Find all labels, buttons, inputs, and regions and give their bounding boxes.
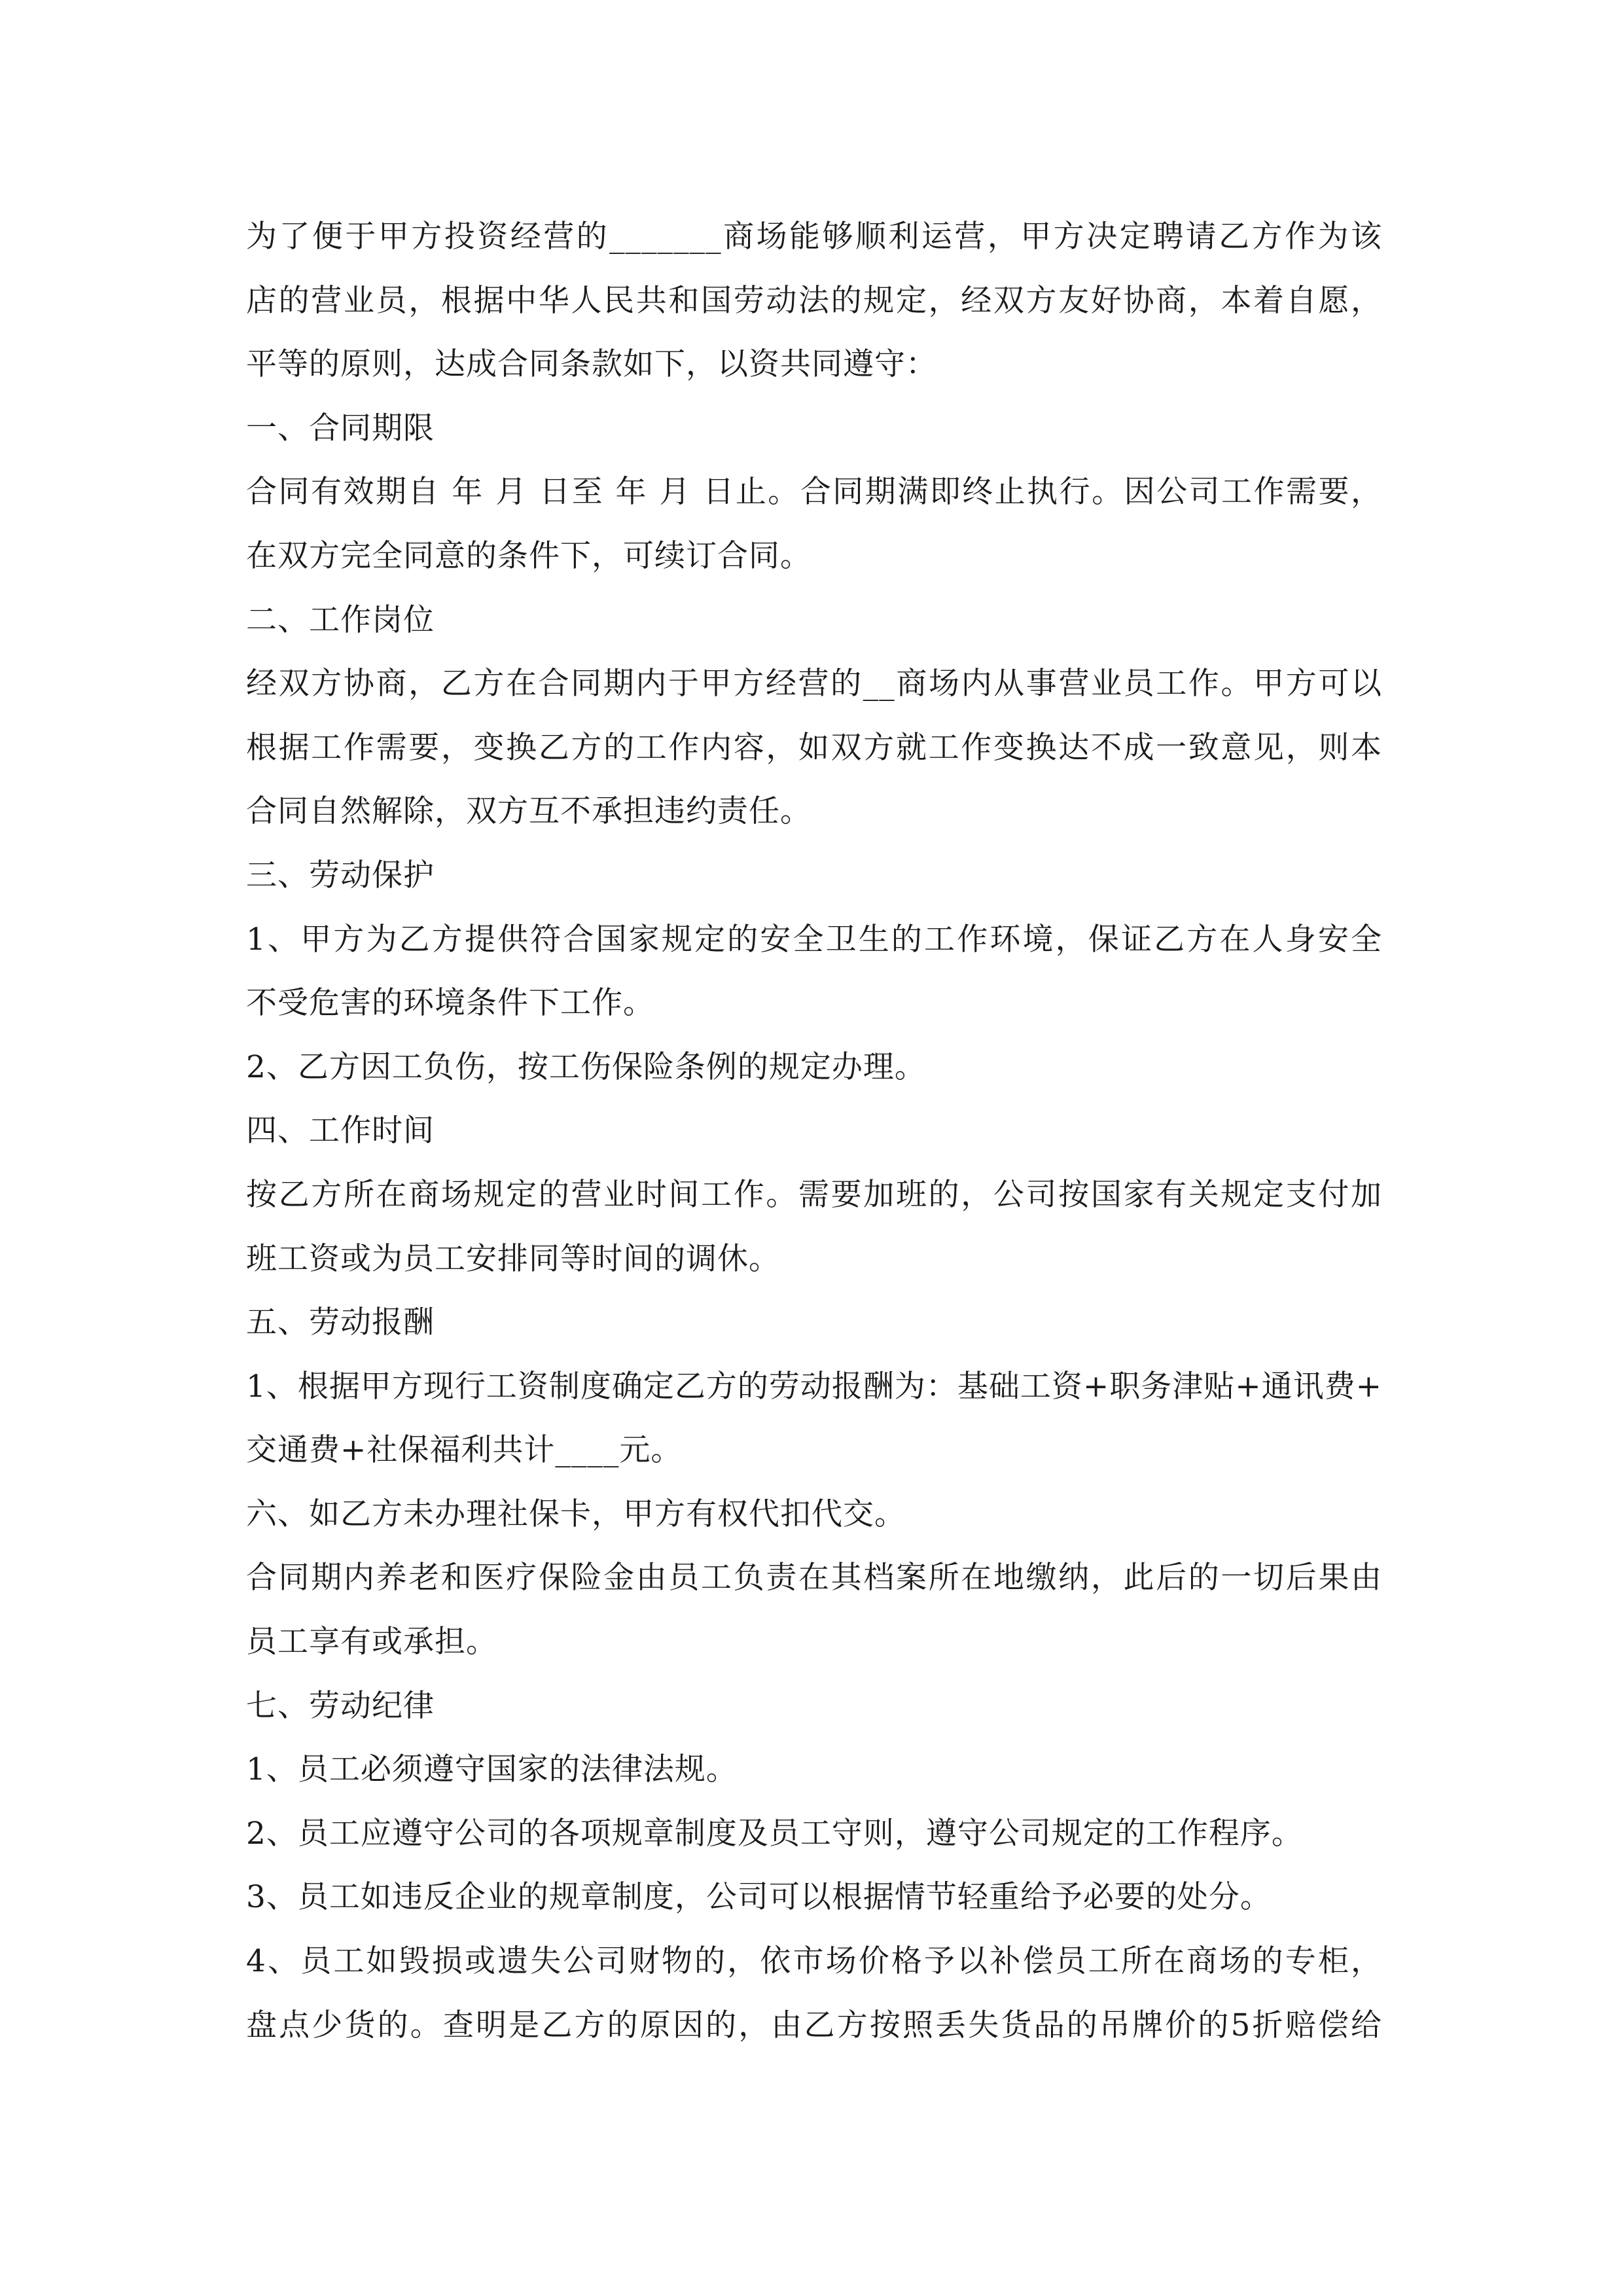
paragraph-line-20: 交通费+社保福利共计____元。 xyxy=(246,1432,683,1469)
paragraph-line-17: 班工资或为员工安排同等时间的调休。 xyxy=(246,1240,780,1277)
paragraph-line-9: 根据工作需要，变换乙方的工作内容，如双方就工作变换达不成一致意见，则本 xyxy=(246,729,1382,766)
paragraph-line-19: 1、根据甲方现行工资制度确定乙方的劳动报酬为：基础工资+职务津贴+通讯费+ xyxy=(246,1368,1383,1405)
paragraph-line-3: 平等的原则，达成合同条款如下，以资共同遵守： xyxy=(246,346,937,383)
section-heading-5: 五、劳动报酬 xyxy=(246,1304,435,1341)
paragraph-line-13: 不受危害的环境条件下工作。 xyxy=(246,985,654,1022)
section-heading-1: 一、合同期限 xyxy=(246,410,435,446)
section-heading-2: 二、工作岗位 xyxy=(246,601,435,638)
section-heading-6: 六、如乙方未办理社保卡，甲方有权代扣代交。 xyxy=(246,1496,906,1532)
paragraph-line-10: 合同自然解除，双方互不承担违约责任。 xyxy=(246,793,812,830)
paragraph-line-1: 为了便于甲方投资经营的_______商场能够顺利运营，甲方决定聘请乙方作为该 xyxy=(246,219,1382,255)
paragraph-line-29: 盘点少货的。查明是乙方的原因的，由乙方按照丢失货品的吊牌价的5折赔偿给 xyxy=(246,2007,1382,2043)
paragraph-line-8: 经双方协商，乙方在合同期内于甲方经营的__商场内从事营业员工作。甲方可以 xyxy=(246,666,1382,702)
paragraph-line-6: 在双方完全同意的条件下，可续订合同。 xyxy=(246,537,812,574)
paragraph-line-27: 3、员工如违反企业的规章制度，公司可以根据情节轻重给予必要的处分。 xyxy=(246,1879,1272,1916)
paragraph-line-25: 1、员工必须遵守国家的法律法规。 xyxy=(246,1751,738,1788)
section-heading-4: 四、工作时间 xyxy=(246,1113,435,1149)
paragraph-line-22: 合同期内养老和医疗保险金由员工负责在其档案所在地缴纳，此后的一切后果由 xyxy=(246,1560,1382,1596)
section-heading-7: 七、劳动纪律 xyxy=(246,1687,435,1724)
document-body xyxy=(246,205,1382,2057)
paragraph-line-2: 店的营业员，根据中华人民共和国劳动法的规定，经双方友好协商，本着自愿， xyxy=(246,282,1382,319)
paragraph-line-16: 按乙方所在商场规定的营业时间工作。需要加班的，公司按国家有关规定支付加 xyxy=(246,1176,1382,1213)
paragraph-line-14: 2、乙方因工负伤，按工伤保险条例的规定办理。 xyxy=(246,1049,926,1085)
paragraph-line-23: 员工享有或承担。 xyxy=(246,1624,497,1660)
paragraph-line-28: 4、员工如毁损或遗失公司财物的，依市场价格予以补偿员工所在商场的专柜， xyxy=(246,1943,1382,1980)
paragraph-line-12: 1、甲方为乙方提供符合国家规定的安全卫生的工作环境，保证乙方在人身安全 xyxy=(246,921,1382,958)
paragraph-line-26: 2、员工应遵守公司的各项规章制度及员工守则，遵守公司规定的工作程序。 xyxy=(246,1815,1303,1852)
paragraph-line-5: 合同有效期自 年 月 日至 年 月 日止。合同期满即终止执行。因公司工作需要， xyxy=(246,474,1382,511)
section-heading-3: 三、劳动保护 xyxy=(246,857,435,893)
